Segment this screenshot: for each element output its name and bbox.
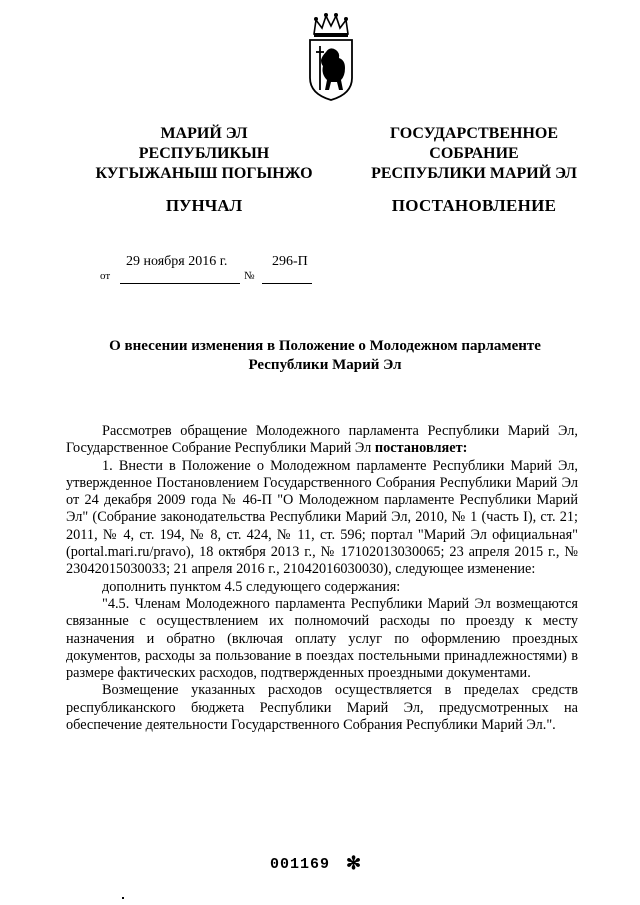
document-date: 29 ноября 2016 г. bbox=[126, 254, 228, 269]
doc-type-russian: ПОСТАНОВЛЕНИЕ bbox=[391, 196, 557, 215]
number-prefix: № bbox=[244, 270, 255, 282]
coat-of-arms-svg bbox=[304, 12, 358, 102]
body-paragraph-1-bold: постановляет: bbox=[374, 440, 468, 457]
body-paragraph-1 bbox=[66, 423, 578, 458]
document-title bbox=[95, 337, 555, 375]
header-left-line-2: РЕСПУБЛИКЫН bbox=[138, 145, 270, 162]
doc-type-mari: ПУНЧАЛ bbox=[165, 196, 243, 215]
header-right-line-1: ГОСУДАРСТВЕННОЕ bbox=[390, 125, 558, 142]
header-right bbox=[345, 124, 603, 184]
header-left bbox=[80, 124, 328, 184]
header-left-line-3: КУГЫЖАНЫШ ПОГЫНЖО bbox=[95, 165, 313, 182]
number-underline bbox=[262, 283, 312, 284]
coat-of-arms-icon bbox=[304, 12, 358, 102]
body-paragraph-1-text: Рассмотрев обращение Молодежного парламента Республики Марий Эл, Государственное Собрание Республики Марий Эл bbox=[66, 423, 578, 457]
header-left-line-1: МАРИЙ ЭЛ bbox=[160, 125, 248, 142]
body-paragraph-4: "4.5. Членам Молодежного парламента Республики Марий Эл возмещаются связанные с осуществлением их полномочий расходы по проезду к месту назначения и обратно (включая оплату услуг по оформлению проездных документов, расходы за пользование в поездах постельными принадлежностями) в размере фактических расходов, подтвержденных проездными документами. bbox=[66, 595, 578, 682]
header-right-line-3: РЕСПУБЛИКИ МАРИЙ ЭЛ bbox=[371, 165, 577, 182]
title-line-1: О внесении изменения в Положение о Молодежном парламенте bbox=[109, 338, 541, 354]
title-line-2: Республики Марий Эл bbox=[248, 357, 402, 373]
date-number-row bbox=[100, 254, 400, 294]
date-prefix: от bbox=[100, 270, 111, 282]
serial-number: 001169 bbox=[270, 856, 331, 873]
date-underline bbox=[120, 283, 240, 284]
header-right-line-2: СОБРАНИЕ bbox=[429, 145, 519, 162]
body-paragraph-3: дополнить пунктом 4.5 следующего содержания: bbox=[102, 578, 401, 595]
scan-dot bbox=[122, 897, 124, 899]
body-paragraph-2: 1. Внести в Положение о Молодежном парламенте Республики Марий Эл, утвержденное Постановлением Государственного Собрания Республики Марий Эл от 24 декабря 2009 года № 46-П "О Молодежном парламенте Республики Марий Эл" (Собрание законодательства Республики Марий Эл, 2010, № 1 (часть I), ст. 21; 2011, № 4, ст. 194, № 8, ст. 424, № 11, ст. 596; портал "Марий Эл официальная" (portal.mari.ru/pravo), 18 октября 2013 г., № 17102013030065; 23 апреля 2015 г., № 23042015030033; 21 апреля 2016 г., 21042016030030), следующее изменение: bbox=[66, 457, 578, 578]
document-body bbox=[66, 423, 578, 734]
body-paragraph-5: Возмещение указанных расходов осуществляется в пределах средств республиканского бюджета Республики Марий Эл, предусмотренных на обеспечение деятельности Государственного Собрания Республики Марий Эл.". bbox=[66, 682, 578, 734]
document-number: 296-П bbox=[272, 254, 308, 269]
star-mark-icon: ✻ bbox=[346, 853, 362, 873]
